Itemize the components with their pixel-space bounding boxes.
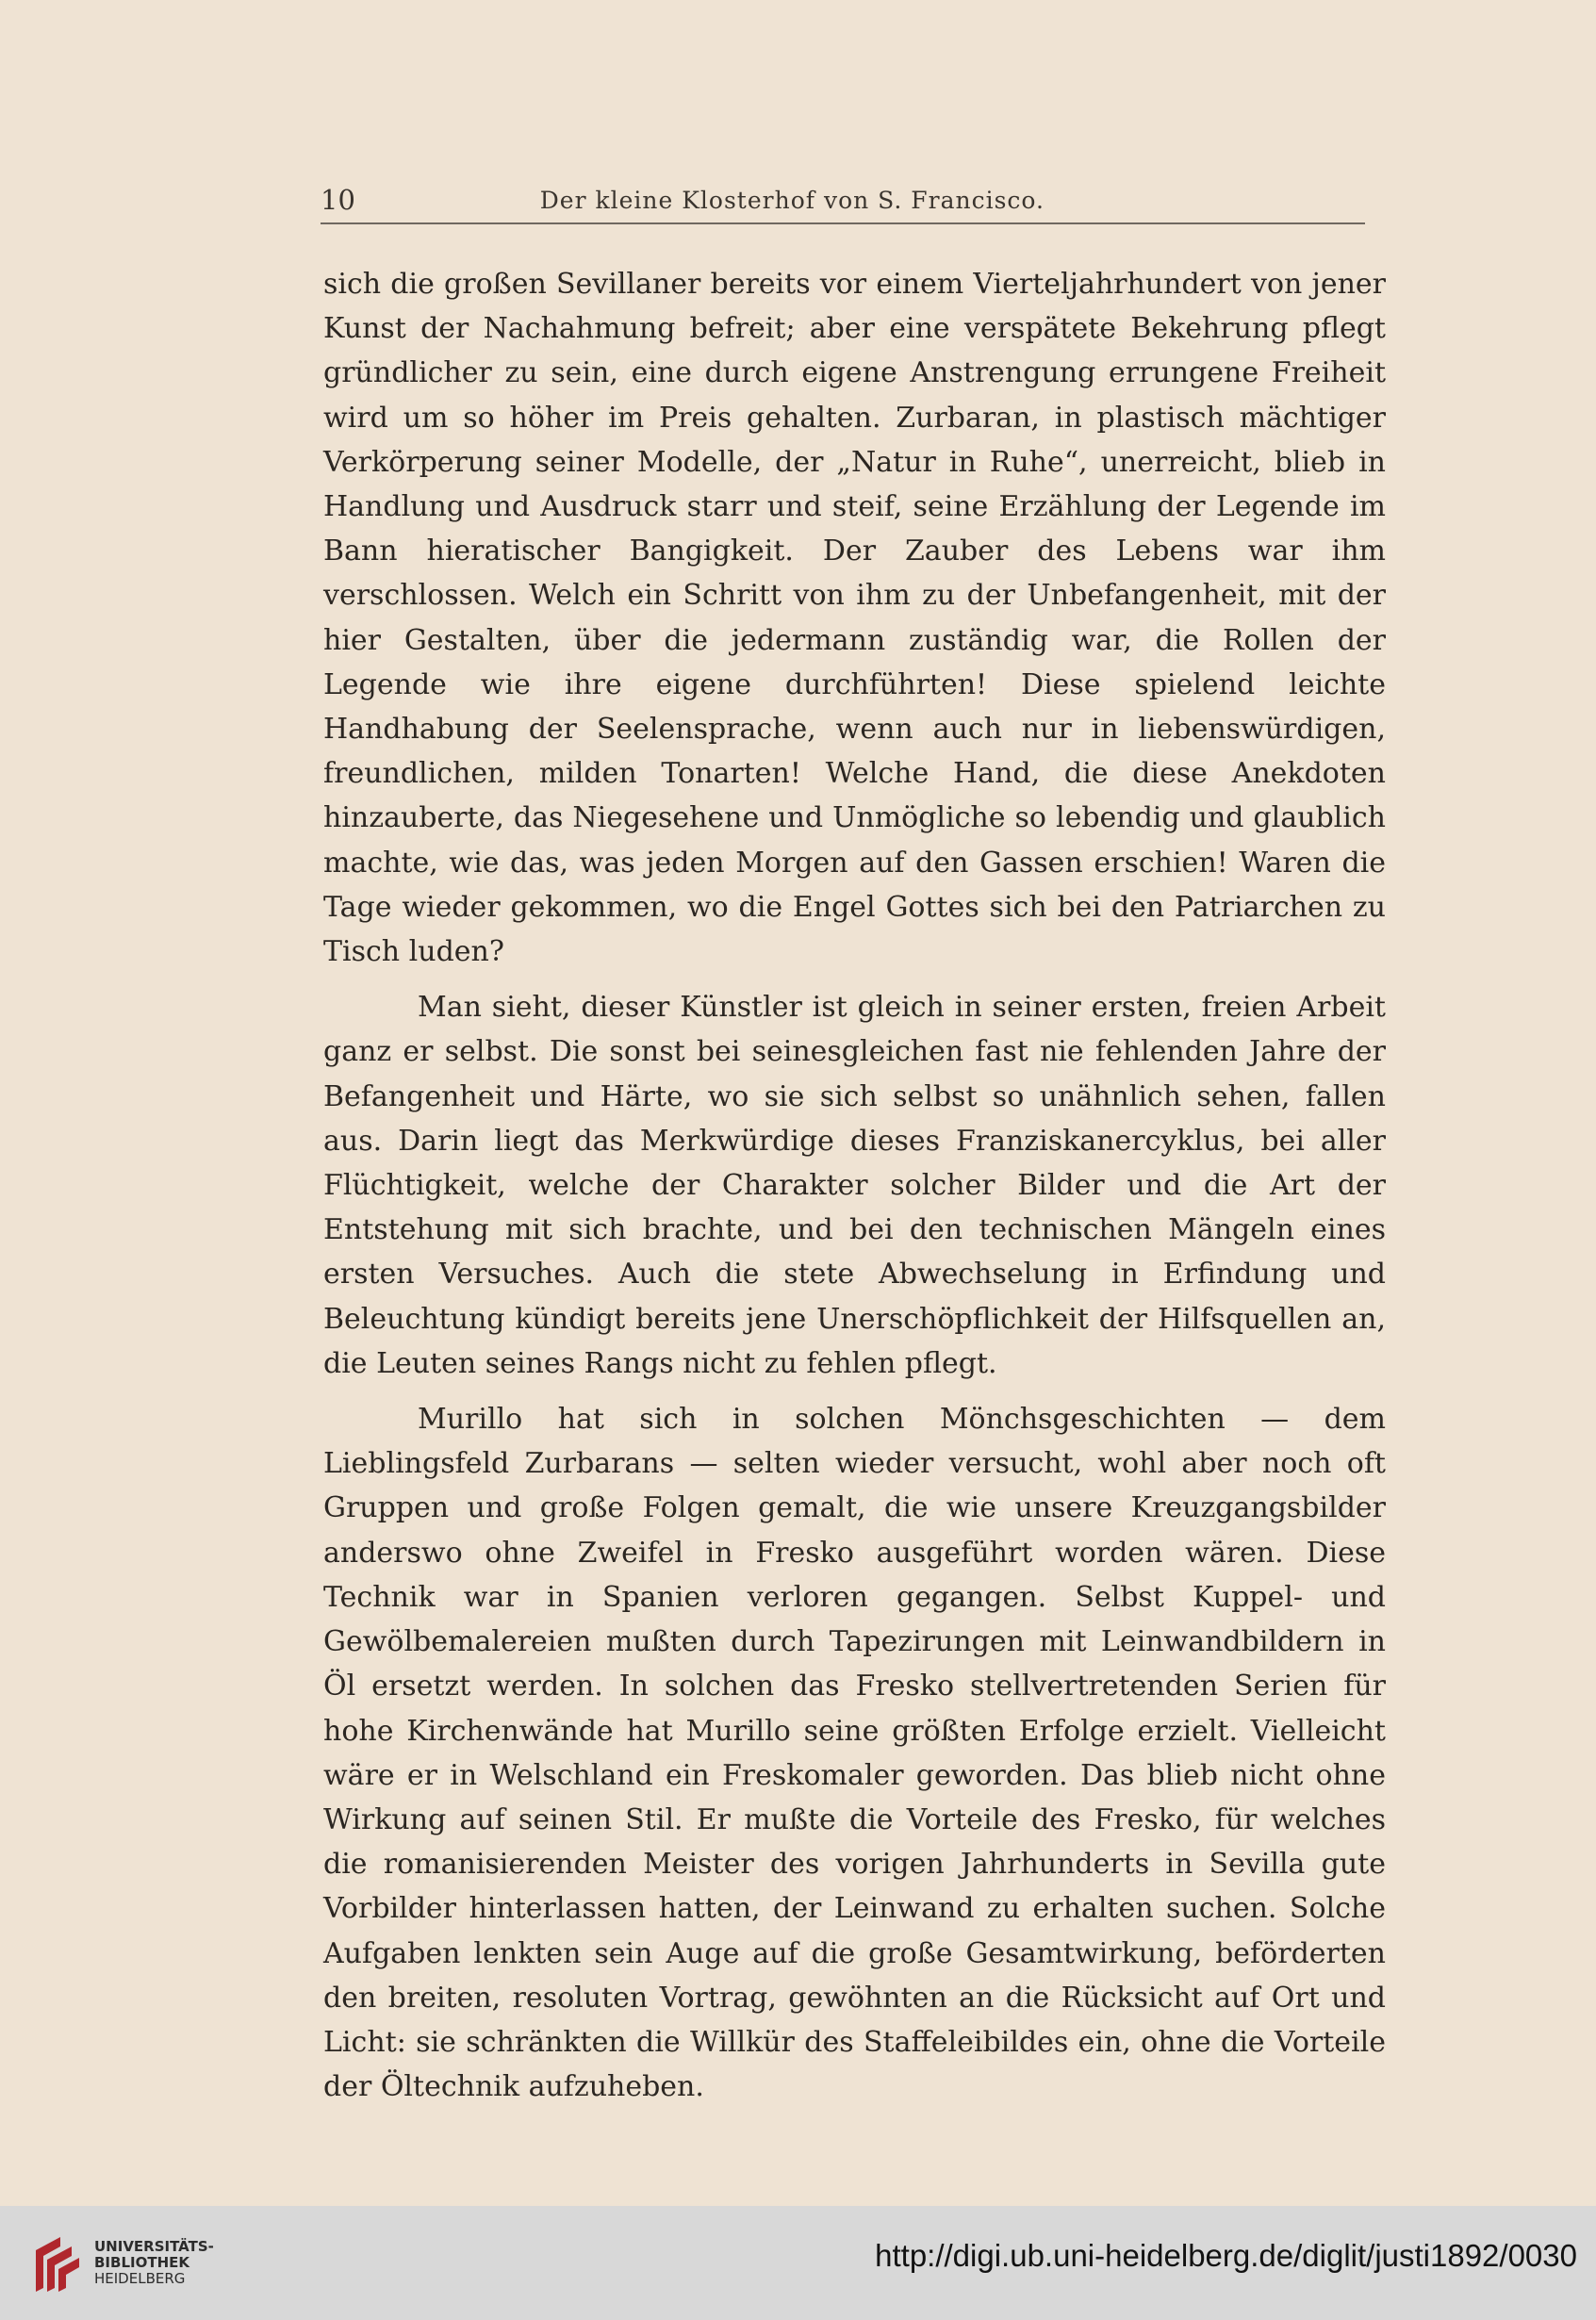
logo-line: HEIDELBERG (94, 2270, 186, 2287)
paragraph: sich die großen Sevillaner bereits vor einem Vierteljahrhundert von jener Kunst der Nachahmung befreit; aber eine verspätete Bekehrung pflegt gründlicher zu sein, eine durch eigene Anstrengung errungene Freiheit wird um so höher im Preis gehalten. Zurbaran, in plastisch mächtiger Verkörperung seiner Modelle, der „Natur in Ruhe“, unerreicht, blieb in Handlung und Ausdruck starr und steif, seine Erzählung der Legende im Bann hieratischer Bangigkeit. Der Zauber des Lebens war ihm verschlossen. Welch ein Schritt von ihm zu der Unbefangenheit, mit der hier Gestalten, über die jedermann zuständig war, die Rollen der Legende wie ihre eigene durchführten! Diese spielend leichte Handhabung der Seelensprache, wenn auch nur in liebenswürdigen, freundlichen, milden Tonarten! Welche Hand, die diese Anekdoten hinzauberte, das Niegesehene und Unmögliche so lebendig und glaublich machte, wie das, was jeden Morgen auf den Gassen erschien! Waren die Tage wieder gekommen, wo die Engel Gottes sich bei den Patriarchen zu Tisch luden? (323, 268, 1386, 969)
library-footer (0, 2206, 1596, 2320)
library-logo-text (94, 2239, 214, 2287)
body-text (323, 262, 1386, 2109)
page-header (321, 177, 1365, 224)
paragraph: Murillo hat sich in solchen Mönchsgeschichten — dem Lieblingsfeld Zurbarans — selten wieder versucht, wohl aber noch oft Gruppen und große Folgen gemalt, die wie unsere Kreuzgangsbilder anderswo ohne Zweifel in Fresko ausgeführt worden wären. Diese Technik war in Spanien verloren gegangen. Selbst Kuppel- und Gewölbemalereien mußten durch Tapezirungen mit Leinwandbildern in Öl ersetzt werden. In solchen das Fresko stellvertretenden Serien für hohe Kirchenwände hat Murillo seine größten Erfolge erzielt. Vielleicht wäre er in Welschland ein Freskomaler geworden. Das blieb nicht ohne Wirkung auf seinen Stil. Er mußte die Vorteile des Fresko, für welches die romanisierenden Meister des vorigen Jahrhunderts in Sevilla gute Vorbilder hinterlassen hatten, der Leinwand zu erhalten suchen. Solche Aufgaben lenkten sein Auge auf die große Gesamtwirkung, beförderten den breiten, resoluten Vortrag, gewöhnten an die Rücksicht auf Ort und Licht: sie schränkten die Willkür des Staffeleibildes ein, ohne die Vorteile der Öltechnik aufzuheben. (323, 1403, 1386, 2104)
logo-line: UNIVERSITÄTS- (94, 2238, 214, 2255)
running-title: Der kleine Klosterhof von S. Francisco. (539, 186, 1045, 214)
paragraph: Man sieht, dieser Künstler ist gleich in seiner ersten, freien Arbeit ganz er selbst. Die sonst bei seinesgleichen fast nie fehlenden Jahre der Befangenheit und Härte, wo sie sich selbst so unähnlich sehen, fallen aus. Darin liegt das Merkwürdige dieses Franziskanercyklus, bei aller Flüchtigkeit, welche der Charakter solcher Bilder und die Art der Entstehung mit sich brachte, und bei den technischen Mängeln eines ersten Versuches. Auch die stete Abwechselung in Erfindung und Beleuchtung kündigt bereits jene Unerschöpflichkeit der Hilfsquellen an, die Leuten seines Rangs nicht zu fehlen pflegt. (323, 991, 1386, 1380)
source-url-link[interactable]: http://digi.ub.uni-heidelberg.de/diglit/justi1892/0030 (875, 2238, 1577, 2273)
library-logo-icon (28, 2233, 81, 2294)
logo-line: BIBLIOTHEK (94, 2254, 189, 2271)
library-logo[interactable] (28, 2233, 214, 2294)
page-number: 10 (321, 184, 355, 216)
